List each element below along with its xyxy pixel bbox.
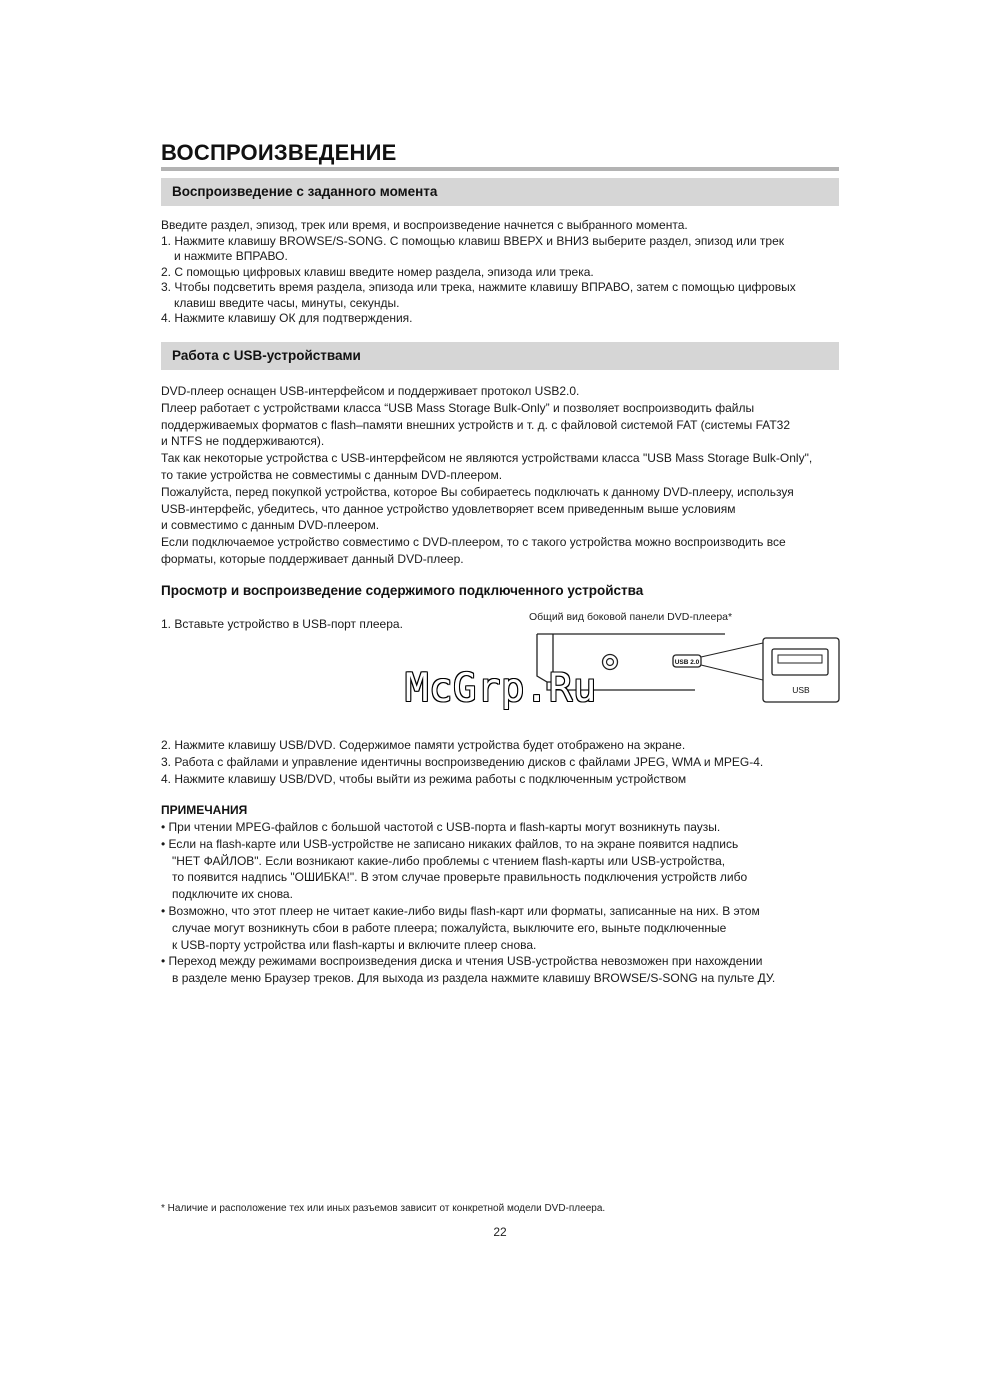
usb-zoom-label: USB [792,685,810,695]
watermark: McGrp.Ru [405,666,597,711]
note-line: подключите их снова. [172,887,293,902]
paragraph-line: Если подключаемое устройство совместимо с DVD-плеером, то с такого устройства можно воспроизводить все [161,535,786,550]
paragraph-line: форматы, которые поддерживает данный DVD-плеер. [161,551,464,566]
paragraph-line: Введите раздел, эпизод, трек или время, и воспроизведение начнется с выбранного момента. [161,218,688,232]
diagram-caption: Общий вид боковой панели DVD-плеера* [529,611,733,623]
steps-2-4 [161,737,851,788]
step-line: 3. Чтобы подсветить время раздела, эпизода или трека, нажмите клавишу ВПРАВО, затем с помощью цифровых [161,280,796,294]
notes-list [161,819,851,987]
section-body-usb-devices [161,383,851,568]
usb-port-icon [673,655,701,667]
step-line: 4. Нажмите клавишу USB/DVD, чтобы выйти из режима работы с подключенным устройством [161,772,687,786]
step-line: 1. Вставьте устройство в USB-порт плеера. [161,617,403,631]
note-line: • Возможно, что этот плеер не читает какие-либо виды flash-карт или форматы, записанные на них. В этом [161,903,760,918]
usb-port-label: USB 2.0 [674,659,700,666]
section-heading-usb-devices: Работа с USB-устройствами [161,342,839,370]
note-line: • Переход между режимами воспроизведения диска и чтения USB-устройства невозможен при нахождении [161,954,763,969]
section-body-playback-from-point [161,218,851,327]
zoom-leader-lines [701,643,763,680]
round-jack-icon [603,655,618,670]
note-line: • Если на flash-карте или USB-устройстве не записано никаких файлов, то на экране появится надпись [161,836,739,851]
paragraph-line: и NTFS не поддерживаются). [161,434,325,449]
note-line: "НЕТ ФАЙЛОВ". Если возникают какие-либо проблемы с чтением flash-карты или USB-устройства, [172,853,726,868]
note-line: • При чтении MPEG-файлов с большой частотой с USB-порта и flash-карты могут возникнуть паузы. [161,820,721,834]
step-line: и нажмите ВПРАВО. [174,249,288,263]
note-line: к USB-порту устройства или flash-карты и включите плеер снова. [172,937,537,952]
page-title: ВОСПРОИЗВЕДЕНИЕ [161,140,397,165]
paragraph-line: DVD-плеер оснащен USB-интерфейсом и поддерживает протокол USB2.0. [161,384,580,398]
step-line: 4. Нажмите клавишу ОК для подтверждения. [161,311,413,325]
note-line: то появится надпись "ОШИБКА!". В этом случае проверьте правильность подключения устройств либо [172,870,748,885]
paragraph-line: USB-интерфейс, убедитесь, что данное устройство удовлетворяет всем приведенным выше условиям [161,501,736,516]
paragraph-line: поддерживаемых форматов с flash–памяти внешних устройств и т. д. с файловой системой FAT (системы FAT32 [161,417,791,432]
paragraph-line: Пожалуйста, перед покупкой устройства, которое Вы собираетесь подключать к данному DVD-плееру, используя [161,484,794,499]
usb-zoom-box [763,638,839,702]
step-line: 1. Нажмите клавишу BROWSE/S-SONG. С помощью клавиш ВВЕРХ и ВНИЗ выберите раздел, эпизод или трек [161,233,785,248]
paragraph-line: Плеер работает с устройствами класса “USB Mass Storage Bulk-Only” и позволяет воспроизводить файлы [161,400,755,415]
notes-heading: ПРИМЕЧАНИЯ [161,803,248,817]
page-number: 22 [493,1225,507,1239]
footnote: * Наличие и расположение тех или иных разъемов зависит от конкретной модели DVD-плеера. [161,1203,606,1214]
step-line: 2. С помощью цифровых клавиш введите номер раздела, эпизода или трека. [161,264,594,279]
paragraph-line: и совместимо с данным DVD-плеером. [161,518,380,533]
note-line: в разделе меню Браузер треков. Для выхода из раздела нажмите клавишу BROWSE/S-SONG на пульте ДУ. [172,971,776,986]
step-line: 2. Нажмите клавишу USB/DVD. Содержимое памяти устройства будет отображено на экране. [161,738,686,752]
step-line: клавиш введите часы, минуты, секунды. [174,295,400,310]
note-line: случае могут возникнуть сбои в работе плеера; пожалуйста, выключите его, выньте подключенные [172,920,727,935]
paragraph-line: то такие устройства не совместимы с данным DVD-плеером. [161,467,503,482]
title-rule [161,167,839,171]
paragraph-line: Так как некоторые устройства с USB-интерфейсом не являются устройствами класса "USB Mass Storage Bulk-Only", [161,451,813,466]
section-heading-browse-usb: Просмотр и воспроизведение содержимого подключенного устройства [161,583,644,598]
step-line: 3. Работа с файлами и управление идентичны воспроизведению дисков с файлами JPEG, WMA и MPEG-4. [161,755,764,769]
section-heading-playback-from-point: Воспроизведение с заданного момента [161,178,839,206]
